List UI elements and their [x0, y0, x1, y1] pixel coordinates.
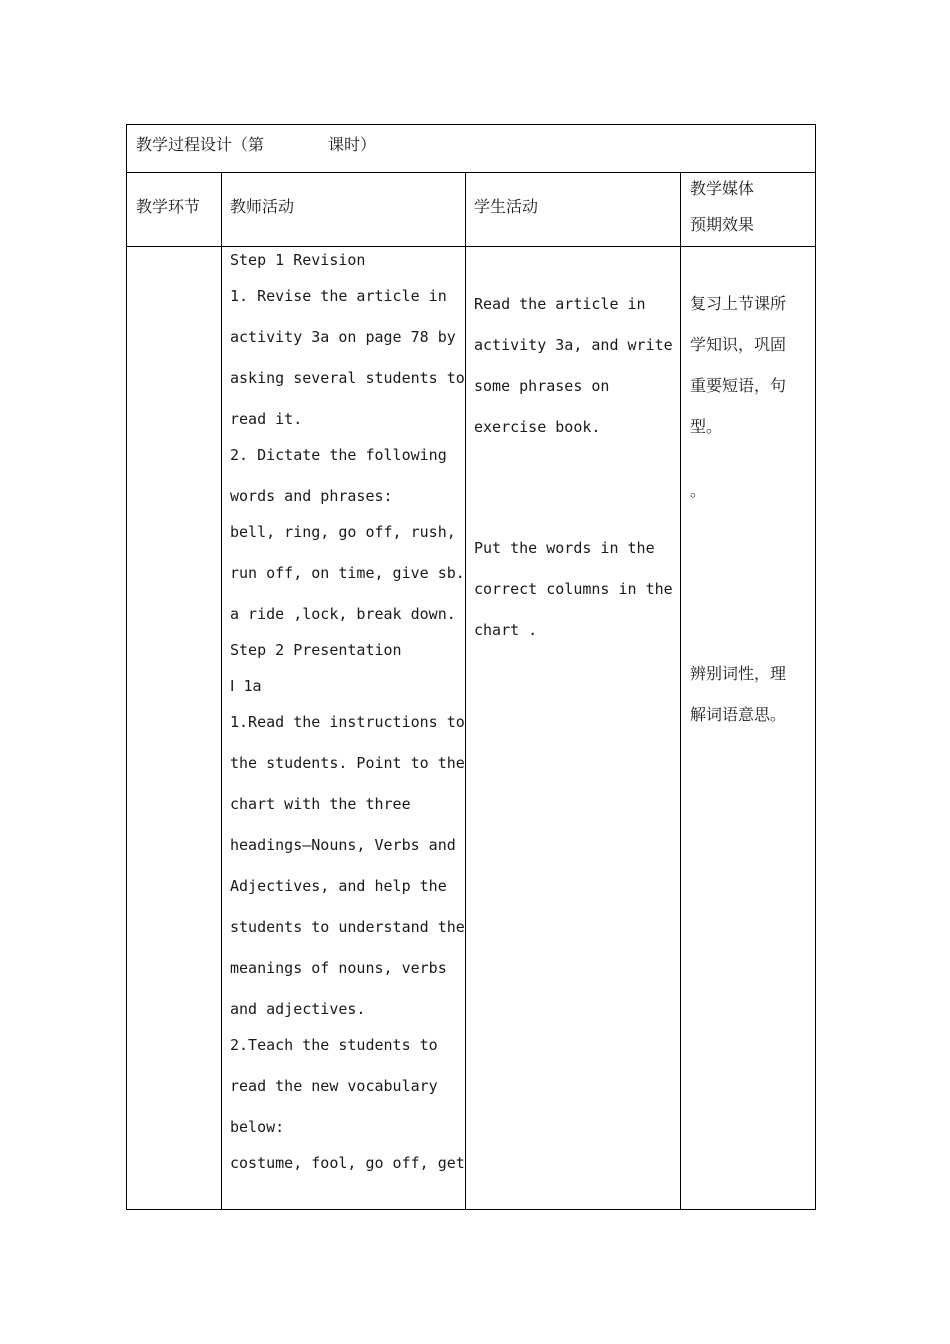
- student-line: Read the article in: [474, 295, 646, 313]
- table-column-divider: [465, 172, 466, 1210]
- header-stage: 教学环节: [136, 197, 201, 216]
- teacher-line: the students. Point to the: [230, 754, 465, 772]
- table-column-divider: [221, 172, 222, 1210]
- student-line: correct columns in the: [474, 580, 673, 598]
- table-row-divider: [126, 172, 816, 173]
- student-line: exercise book.: [474, 418, 601, 436]
- teacher-line: asking several students to: [230, 369, 465, 387]
- teacher-line: Step 2 Presentation: [230, 641, 402, 659]
- header-media-line1: 教学媒体: [690, 179, 755, 198]
- teacher-line: words and phrases:: [230, 487, 393, 505]
- teacher-line: Step 1 Revision: [230, 251, 366, 269]
- student-line: some phrases on: [474, 377, 610, 395]
- teacher-line: Ⅰ 1a: [230, 677, 262, 695]
- media-line: 学知识，巩固: [690, 335, 787, 354]
- teacher-line: read it.: [230, 410, 303, 428]
- teacher-line: costume, fool, go off, get: [230, 1154, 465, 1172]
- teacher-line: and adjectives.: [230, 1000, 366, 1018]
- media-line: 复习上节课所: [690, 294, 787, 313]
- teacher-line: 1. Revise the article in: [230, 287, 447, 305]
- student-line: Put the words in the: [474, 539, 655, 557]
- media-line: 解词语意思。: [690, 705, 787, 724]
- table-column-divider: [680, 172, 681, 1210]
- teacher-line: bell, ring, go off, rush,: [230, 523, 456, 541]
- media-line: 重要短语，句: [690, 376, 787, 395]
- student-line: activity 3a, and write: [474, 336, 673, 354]
- teacher-line: 2.Teach the students to: [230, 1036, 438, 1054]
- media-line: 。: [690, 481, 707, 500]
- teacher-line: Adjectives, and help the: [230, 877, 447, 895]
- media-line: 型。: [690, 417, 723, 436]
- table-title-left: 教学过程设计（第: [136, 135, 265, 154]
- teacher-line: activity 3a on page 78 by: [230, 328, 456, 346]
- teacher-line: headings—Nouns, Verbs and: [230, 836, 456, 854]
- header-teacher-activity: 教师活动: [230, 197, 295, 216]
- student-line: chart .: [474, 621, 538, 639]
- teacher-line: students to understand the: [230, 918, 465, 936]
- teacher-line: read the new vocabulary: [230, 1077, 438, 1095]
- header-student-activity: 学生活动: [474, 197, 539, 216]
- teacher-line: 2. Dictate the following: [230, 446, 447, 464]
- teacher-line: run off, on time, give sb.: [230, 564, 465, 582]
- media-line: 辨别词性，理: [690, 664, 787, 683]
- teacher-line: meanings of nouns, verbs: [230, 959, 447, 977]
- teacher-line: chart with the three: [230, 795, 411, 813]
- teacher-line: a ride ,lock, break down.: [230, 605, 456, 623]
- teacher-line: below:: [230, 1118, 285, 1136]
- table-title-right: 课时）: [328, 135, 377, 154]
- teacher-line: 1.Read the instructions to: [230, 713, 465, 731]
- table-row-divider: [126, 246, 816, 247]
- header-media-line2: 预期效果: [690, 215, 755, 234]
